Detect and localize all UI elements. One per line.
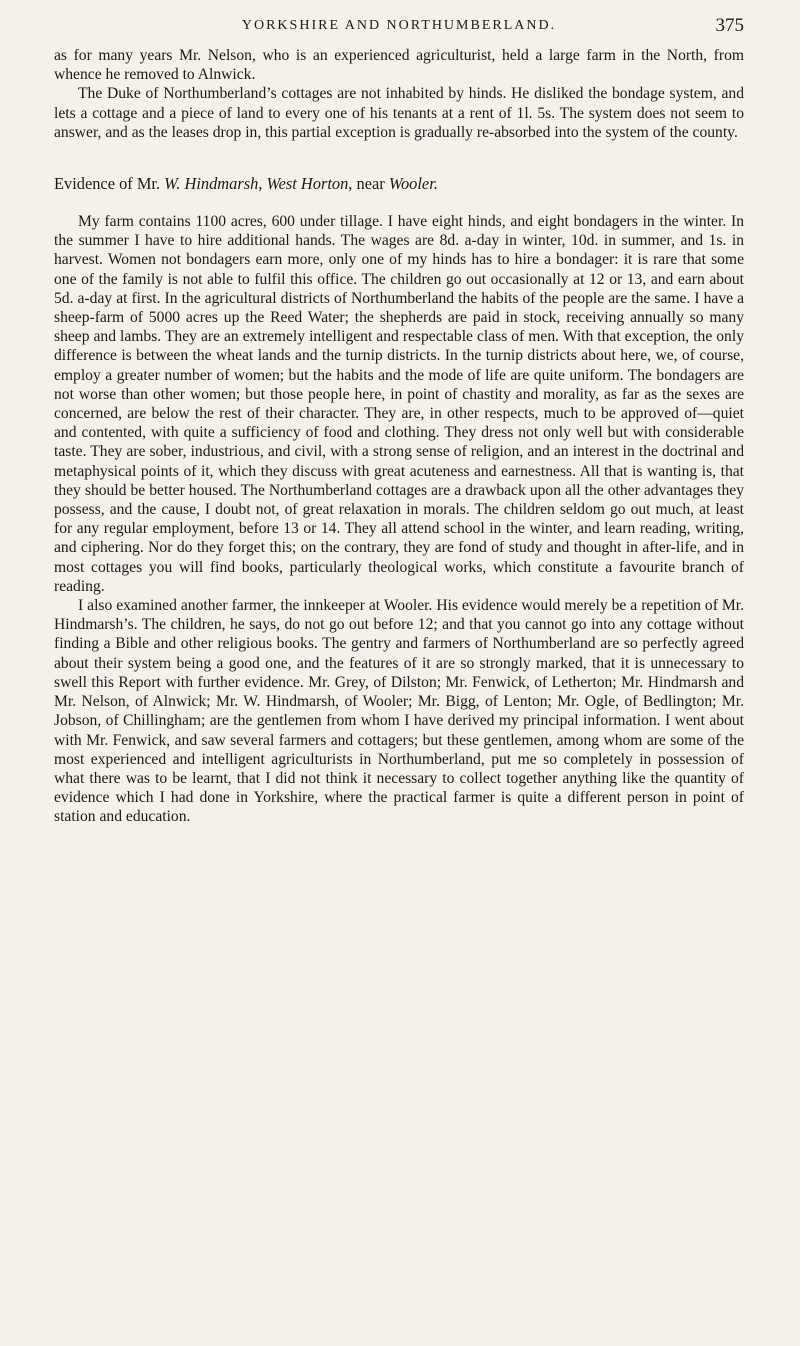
evidence-place-name: Wooler. [388, 174, 438, 194]
evidence-paragraph-1: My farm contains 1100 acres, 600 under tillage. I have eight hinds, and eight bondagers in the winter. In the summer I have to hire additional hands. The wages are 8d. a-day in winter, 10d. in summer, and 1s. in harvest. Women not bondagers earn more, only one of my hinds has to hire a bondager: it is rare that some one of the family is not able to fulfil this office. The children go out occasionally at 12 or 13, and earn about 5d. a-day at first. In the agricultural districts of Northumberland the habits of the people are the same. I have a sheep-farm of 5000 acres up the Reed Water; the shepherds are paid in stock, receiving annually so many sheep and lambs. They are an extremely intelligent and respectable class of men. With that exception, the only difference is between the wheat lands and the turnip districts. In the turnip districts about here, we, of course, employ a greater number of women; but the habits and the mode of life are quite uniform. The bondagers are not worse than other women; but those people here, in point of chastity and morality, as far as the sexes are concerned, are below the rest of their character. They are, in other respects, much to be approved of—quiet and contented, with quite a sufficiency of food and clothing. They dress not only well but with considerable taste. They are sober, industrious, and civil, with a strong sense of religion, and an interest in the doctrinal and metaphysical points of it, which they discuss with great acuteness and earnestness. All that is wanting is, that they should be better housed. The Northumberland cottages are a drawback upon all the other advantages they possess, and the cause, I doubt not, of great relaxation in morals. The children seldom go out much, at least for any regular employment, before 13 or 14. They all attend school in the winter, and learn reading, writing, and ciphering. Nor do they forget this; on the contrary, they are fond of study and thought in after-life, and in most cottages you will find books, particularly theological works, which constitute a favourite branch of reading. [54, 213, 744, 595]
evidence-paragraph-2: I also examined another farmer, the innkeeper at Wooler. His evidence would merely be a repetition of Mr. Hindmarsh’s. The children, he says, do not go out before 12; and that you cannot go into any cottage without finding a Bible and other religious books. The gentry and farmers of Northumberland are so perfectly agreed about their system being a good one, and the features of it are so strongly marked, that it is unnecessary to swell this Report with further evidence. Mr. Grey, of Dilston; Mr. Fenwick, of Letherton; Mr. Hindmarsh and Mr. Nelson, of Alnwick; Mr. W. Hindmarsh, of Wooler; Mr. Bigg, of Lenton; Mr. Ogle, of Bedlington; Mr. Jobson, of Chillingham; are the gentlemen from whom I have derived my principal information. I went about with Mr. Fenwick, and saw several farmers and cottagers; but these gentlemen, among whom are some of the most experienced and intelligent agriculturists in Northumberland, put me so completely in possession of what there was to be learnt, that I did not think it necessary to collect together anything like the quantity of evidence which I had done in Yorkshire, where the practical farmer is quite a different person in point of station and education. [54, 597, 744, 826]
evidence-witness-name: W. Hindmarsh, West Horton, [164, 174, 353, 194]
evidence-heading-prefix: Evidence of Mr. [54, 174, 161, 194]
intro-paragraph-1: as for many years Mr. Nelson, who is an experienced agriculturist, held a large farm in the North, from whence he removed to Alnwick. [54, 47, 744, 84]
evidence-heading [54, 174, 744, 194]
evidence-heading-suffix: near [356, 174, 385, 194]
intro-paragraph-2: The Duke of Northumberland’s cottages are not inhabited by hinds. He disliked the bondage system, and lets a cottage and a piece of land to every one of his tenants at a rent of 1l. 5s. The system does not seem to answer, and as the leases drop in, this partial exception is gradually re-absorbed into the system of the county. [54, 85, 744, 141]
running-head [54, 0, 744, 46]
running-title: YORKSHIRE AND NORTHUMBERLAND. [241, 18, 557, 33]
page-number: 375 [715, 15, 744, 36]
